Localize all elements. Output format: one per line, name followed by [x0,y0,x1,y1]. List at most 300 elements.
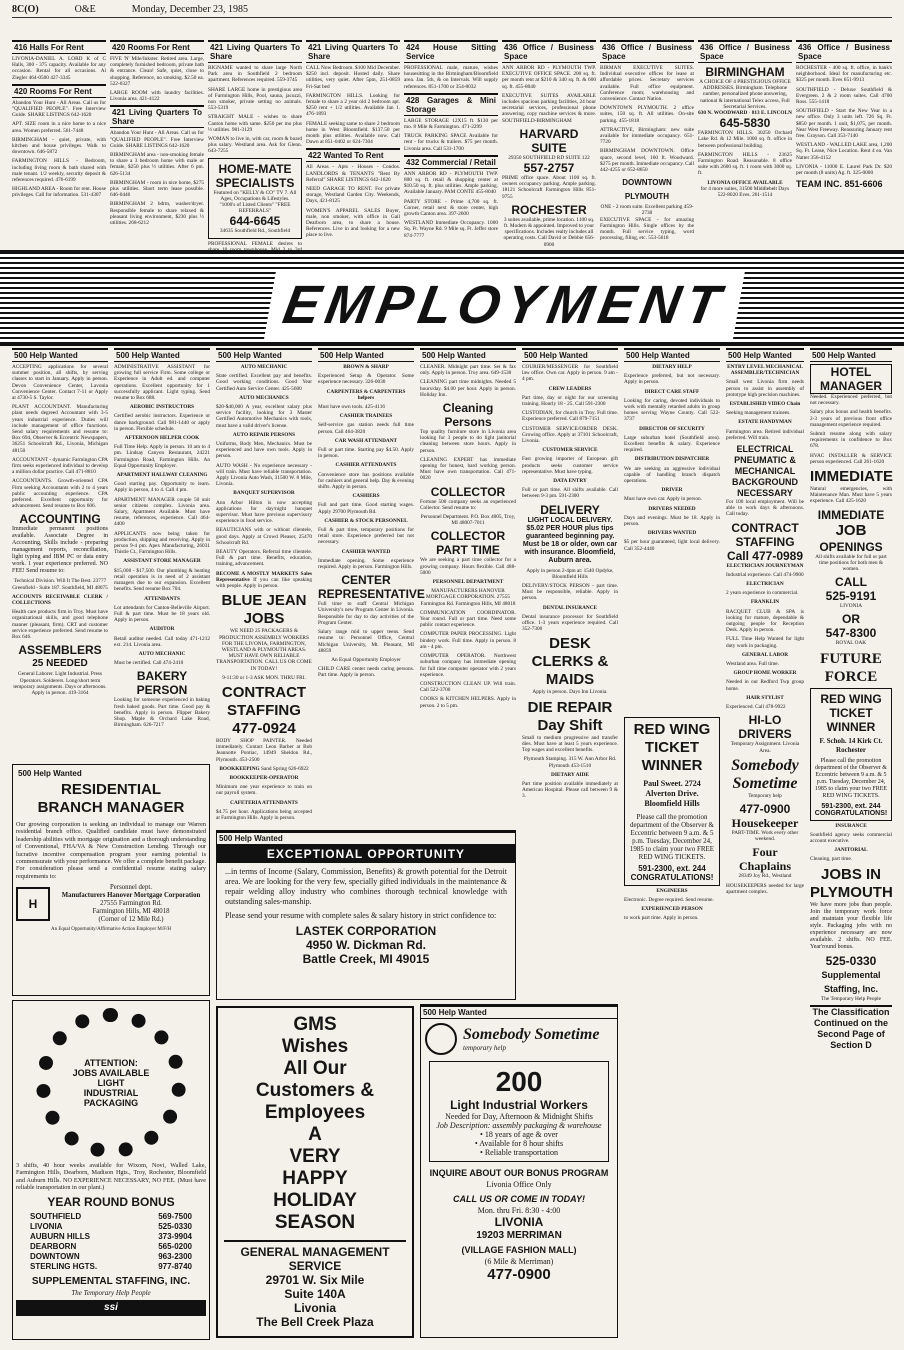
classified-ad: Experience preferred, but not necessary. Apply in person. [624,373,720,386]
ad-address: 19203 MERRIMAN [476,1230,562,1241]
ad-title: BROWN & SHARP [343,364,389,370]
ad-title: ACCOUNTING [19,512,101,527]
classified-ad: If you can like speaking with people. Apply in person. [216,576,312,590]
ad-address: Manufacturers Hanover Mortgage Corporation [61,892,201,900]
top-column-5 [404,40,498,245]
ad-body: Livonia Office Only [486,1180,552,1189]
classified-ad: Needed in our Redford Twp group home. [726,679,804,692]
classified-ad: Abandon Your Hunt - All Areas. Call us for "QUALIFIED PEOPLE". Free Interview Guide. SHARE LISTINGS 642-1620 [110,130,204,149]
ad-address: Battle Creek, MI 49015 [302,952,430,966]
classified-ad: Fast growing importer of European gift products seeks customer service representative. Must have typing. [522,456,618,475]
office-name: DOWNTOWN [30,1251,80,1261]
ad-title: TEAM INC. [796,179,842,190]
ad-address: (6 Mile & Merriman) [484,1257,554,1266]
classified-ad: ACCOUNTANTS. Growth-oriented CPA Firm seeking Accountants with 2 to 4 years public accounting experience. CPA preferred. Excellent opportunity for advancement. Send resume to Box 606. [12,478,108,510]
gms-holiday-ad [216,1006,414,1338]
classified-ad: Seeking management trainees. [726,410,791,417]
claim-phone: 591-2300, ext. 244 [638,863,706,873]
ad-title: AUDITOR [149,626,175,633]
classified-ad: WOMEN'S APPAREL SALES Buyer, male, non smoker, with office in Gail Dearborn area, to share a house. References. Live in and looking for a new place to live. [306,207,400,239]
classified-ad: DELIVERY/STOCK PERSON - part time. Must be responsible, reliable. Apply in person. [522,583,618,602]
ad-title: BOOKKEEPER-OPERATOR [229,774,299,781]
classified-ad: For 100 local employment. Will be able to work days & afternoons. Call today. [726,499,804,518]
office-phone: 565-0200 [158,1241,192,1251]
ad-title: SUPPLEMENTAL STAFFING, INC. [31,1275,191,1287]
classified-ad: Looking for someone experienced in baking fresh baked goods. Part time. Good pay & benefits. Apply in person. Flipper Bakery Shop. Maple & Orchard Lake Road, Birmingham. 626-7217 [114,697,210,729]
ad-title: LIVONIA OFFICE AVAILABLE [707,179,783,186]
classified-ad: Natural emergencies, with Maintenance Man. Must have 5 years experience. Call 425-1620 [810,486,892,505]
ad-requirement: • Available for 8 hour shifts [474,1139,564,1148]
help-column-9 [810,348,892,1338]
ad-title: ROCHESTER [511,202,587,217]
ad-body: 3 shifts, 40 hour weeks available for Wixom, Novi, Walled Lake, Farmington Hills, Dearborn, Madison Hgts., Troy, Rochester, Bloomfield and Auburn Hills. NO EXPERIENCE NECESSARY, NO FEE. (Must have reliable transportation in our plant.) [16,1162,206,1192]
ad-title: JOBS IN PLYMOUTH [810,865,893,901]
ad-address: LIVONIA [494,1215,544,1229]
gms-greeting-line: HOLIDAY [273,1190,357,1211]
ad-title: DIETARY AIDE [551,771,589,778]
manufacturers-hanover-logo-icon: H [16,887,50,921]
ad-title: DOWNTOWN PLYMOUTH [622,178,672,202]
ad-title: GROUP HOME WORKER [733,670,797,677]
classified-ad: CALL Now Bedroom. $100 Mid December. $250 incl. deposit. Hosted daily. Share utilities, very quiet. After 5pm, 251-0859 Fri-Sat bed [306,65,400,90]
classified-ad: LARGE ROOM with laundry facilities. Livonia area. 421-4122 [110,90,204,103]
classified-ad: ATTRACTIVE, Birmingham: new suite available for immediate occupancy. 651-7720 [600,126,694,146]
gms-greeting-line: Wishes [281,1036,349,1057]
classified-ad: ACCEPTING applications for several summer position, all shifts, by serving classes to start in January. Apply in person. Devon Convenience Center, Lavonia Convenience Center. Contact 7-11 or Apply at 4730-5 S. Taylor. [12,364,108,402]
office-phone: 963-2300 [158,1251,192,1261]
gms-greeting-line: Customers & [255,1080,375,1101]
classified-ad: PROFESSIONAL male, mature, wishes housesitting in the Birmingham/Bloomfield area. Jan. 5th, & on Intervals. Will supply references. 851-1700 or 354-8032 [404,65,498,90]
classified-ad: ACCOUNTANT - dynamic Farmington CPA firm seeks experienced individual to develop a million dollar practice. Call 471-8810 [12,456,108,476]
ad-text: 29350 SOUTHFIELD RD SUITE 122 [508,154,590,161]
classified-ad: BIRMINGHAM 2 bdrm, washer/dryer. Responsible female to share relaxed & pleasant living environment, $230 plus ½ utilities. 268-6212 [110,201,204,227]
top-classifieds [12,40,892,248]
classified-ad: COMPUTER PAPER PROCESSING. Light bindery work. Full time. Apply in person. 8 am - 4 pm. [420,631,516,650]
classified-ad: Electronic. Degree required. Send resume. [624,897,714,904]
classified-ad: SOUTHFIELD - Start the New Year in a new office. Only 3 units left. 726 Sq. Ft. $850 per month. 1 unit, $1,075, per month. Near West Freeway. Reassuring January rent free. Grayson. Call 353-7140 [796,108,892,140]
office-row [16,1212,206,1222]
ad-title: ELECTRICIAN JOURNEYMAN [726,562,804,569]
classified-ad: We are seeking a part time collector for a growing company. Hours flexible. Call 488-5000 [420,557,516,576]
classified-ad: DOWNTOWN PLYMOUTH. 2 office suites, 150 sq. ft. All utilities. On-site parking. 455-1818 [600,105,694,124]
ad-title: DISTRIBUTION DISPATCHER [634,456,710,463]
ad-title: COLLECTOR [430,484,506,499]
ad-title: AEROBIC INSTRUCTORS [129,404,195,411]
ad-phone: 525-0330 [825,953,877,968]
ad-title: ESTATE HANDYMAN [738,419,792,426]
section-heading: 416 Halls For Rent [12,40,106,54]
classified-ad: SOUTHFIELD - Deluxe Southfield & Evergreen. 2 & 2 room suites. Call 4700 Ross. 555-1418 [796,86,892,106]
section-heading: 436 Office / Business Space [600,40,694,63]
holiday-wreath-icon [36,1008,186,1158]
wreath-text: JOBS AVAILABLE [72,1068,150,1078]
gms-greeting-line: VERY [289,1146,341,1167]
wreath-text: INDUSTRIAL [83,1088,139,1098]
ad-phone: 645-5830 [719,116,771,131]
classified-ad: Days and evenings. Must be 18. Apply in person. [624,514,720,528]
ad-address: The Bell Creek Plaza [256,1315,374,1329]
claim-instructions: Please call the promotion department of the Observer & Eccentric between 9 a.m. & 5 p.m. Tuesday, December 24, 1985 to claim your two FREE RED WING TICKETS. [814,757,888,799]
classified-ad: An Equal Opportunity Employer [331,656,401,663]
classified-ad: NEED GARAGE TO RENT. For private storage, Westland Garden City. Weekends, Days, 421-8125 [306,186,400,205]
ad-address-block [56,884,206,924]
classified-ad: PARTY STORE - Prime 4,700 sq. ft. Corner, retail next & store center, high growth Canton area. 397-2600 [404,198,498,218]
classified-ad: $4.75 per hour. Applications being accepted at Farmington Hills. Apply in person. [216,808,312,821]
classified-ad: All shifts available for full or part time positions for both men & women. [815,553,887,573]
ad-title: Supplemental Staffing, Inc. [821,969,881,994]
ad-address: 29701 W. Six Mile [265,1273,365,1287]
ad-title: CASHIER ATTENDANTS [335,462,397,469]
somebody-sometime-logo: Somebody Sometime [731,756,799,792]
section-heading: 420 Rooms For Rent [110,40,204,54]
section-heading: 422 Wanted To Rent [306,148,400,162]
classified-ad: Part time position available immediately at American Hospital. Please call between 9 & 3. [522,780,618,800]
red-wing-ticket-winner-1 [624,717,720,886]
ad-address: Suite 140A [284,1287,346,1301]
classified-ad: Full or part time. Starting pay $4.50. Apply in person. [318,447,414,460]
ad-title: HI-LO DRIVERS [738,713,792,742]
office-row [16,1262,206,1272]
ad-title: EXPERIENCED PERSON [641,906,703,913]
wreath-text: ATTENTION: [84,1058,138,1068]
classified-ad: Must have own car. Apply in person. [624,496,702,503]
classified-ad: SHARE LARGE home in prestigious area of Farmington Hills, Pool, sauna, jacuzzi, non smoker, private setting no animals. 553-5319 [208,86,302,112]
ad-body: ...in terms of Income (Salary, Commission, Benefits) & growth potential for the Detroit area. We are looking for the very few, specially gifted individuals in the maintenance & repair welding alloy industry who combines thorough technical knowledge with outstanding sales-manship. [225,867,507,906]
classified-ad: ANN ARBOR RD - PLYMOUTH TWP. 800 sq. ft. retail & shopping center at $10.50 sq. ft. plus utilities. Ample parking. Available January. PAM CONTE 455-8040 [404,170,498,196]
classified-ad: BEAUTY Operators. Referral time clientele. Full & part time. Benefits, education, training, advancement. [216,549,312,568]
classified-ad: Temporary Assignment. Livonia Area. [730,741,800,754]
ad-body: Our growing corporation is seeking an individual to manage our Warren residential branch office. Qualified candidate must have demonstrated leadership abilities with mortgage origination and a thorough understanding of Conventional, FHA/VA & New Construction Lending. Through our lucrative incentive compensation program your earning potential is commensurate with your performance. We offer a complete benefit package. For consideration please send a confidential resume stating salary requirements to: [16,821,206,880]
classified-ad: Apply in person 2-4pm at: 1540 Opdyke, Bloomfield Hills [526,567,614,580]
classified-ad: Sand Spring 626-6922 [260,765,309,772]
office-row [16,1242,206,1252]
classified-ad: ADMINISTRATIVE ASSISTANT for growing full service Firm. Some college or Experience in Adult ed. and computer operations. Excellent opportunity for 1 successfully applicant. Light typing. Send resume to Box 688. [114,364,210,402]
classified-ad: Salary plus bonus and health benefits. 2-3 years of previous front office management experience required. [810,409,892,428]
ad-phone: 547-8300 [825,626,877,641]
top-column-9 [796,40,892,245]
ad-title: CARPENTERS & CARPENTERS helpers [326,388,406,401]
classified-ad: Must have own tools. 425-4116 [318,404,386,411]
help-column-1 [12,348,108,758]
section-heading: 500 Help Wanted [217,831,515,845]
classified-ad: Full time to staff Central Michigan University's new Program Center in Livonia. Responsible for day to day activities of the Program Center. [318,601,414,626]
classified-ad: Full & part time, temporary positions for retail store. Experience preferred but not necessary. [318,527,414,546]
classified-ad: Full or part time. All shifts available. Call between 9-3 pm. 591-2300 [522,487,618,500]
classified-ad: TRUCK PARKING SPACE Available for rent - for trucks & trailers. $75 per month. Livonia area. Call 531-1700 [404,133,498,152]
wreath-text: LIGHT [97,1078,125,1088]
downtown-plymouth-ad [600,176,694,216]
ad-title: HAIR STYLIST [746,694,784,701]
supplemental-staffing-ad [12,1000,210,1340]
congratulations: CONGRATULATIONS! [630,872,714,882]
classified-ad: 2 years experience in commercial. [726,590,799,597]
top-column-3 [208,40,302,245]
rochester-ad [502,203,596,248]
ad-phone: 477-0924 [232,719,296,737]
ad-title: DIRECT CARE STAFF [644,388,700,395]
classified-ad: FEMALE seeking same to share 2 bedroom home in West Bloomfield. $137.50 per month plus utilities. Available now. Call Dawn at 851-0402 or 624-7304 [306,120,400,146]
classified-ad: COMMUNICATION COORDINATOR. Year round. Full or part time. Need some public contact experience. [420,609,516,629]
ad-title: BECOME A MOSTLY MARKETS Sales Representative [216,570,312,583]
paper-name: O&E [74,4,96,15]
classified-ad: BIRMINGHAM DOWNTOWN. Office space, second level, 160 ft. Woodward. $275 per month. Immediate occupancy. Call 442-4255 or 652-8650 [600,148,694,174]
ad-title: CENTER REPRESENTATIVE [318,573,425,602]
team-inc-ad [796,179,892,189]
classified-ad: Lot attendants for Canton-Belleville Airport. Full & part time. Must be 18 years old. Apply in person. [114,604,210,624]
help-column-8 [726,348,804,1338]
classified-ad: FULL Time Help Wanted for light duty work in packaging. [726,636,804,649]
classified-ad: Must be certified. Call 474-2410 [114,660,184,667]
exceptional-opportunity-ad [216,830,516,1000]
ad-title: CONTRACT STAFFING [731,520,799,549]
section-heading: 436 Office / Business Space [796,40,892,63]
ad-title: CAFETERIA ATTENDANTS [230,799,298,806]
classified-ad: EXECUTIVE SUITES AVAILABLE includes spacious parking facilities, 24 hour secretarial services, professional phone answering, copy machine services & more. SOUTHFIELD-BIRMINGHAM [502,92,596,124]
ad-title: HOME-MATE SPECIALISTS [215,161,295,190]
office-list [16,1212,206,1272]
company-name: GENERAL MANAGEMENT SERVICE [224,1240,406,1273]
classified-ad: CUSTODIAN, for church in Troy. Full time. Experience preferred. Call 879-7151 [522,410,618,423]
page-number: 8C(O) [12,4,39,15]
classified-ad: Top quality furniture store in Livonia area looking for 3 people to do light janitorial cleaning between store hours. Apply in person. [420,429,516,454]
ad-title: ENGINEERS [656,887,688,894]
ad-title: DIETARY HELP [652,364,692,370]
running-header [12,4,892,18]
classified-ad: CUSTOMER SERVICE/ORDER DESK. Growing office. Apply at 37101 Schoolcraft, Livonia. [522,425,618,445]
ad-title: AUTO MECHANIC [240,364,288,370]
section-heading: 432 Commercial / Retail [404,155,498,169]
classified-ad: EXECUTIVE SPACE - for amazing Farmington Hills. Single offices by the month. Full service typing, word processing, filing, etc. 553-5618 [600,216,694,242]
classified-ad: AUTO WASH - No experience necessary - will train. Must have reliable transportation. Apply Livonia Auto Wash, 31500 W. 8 Mile, Livonia. [216,462,312,488]
ad-text: A CHOICE OF 4 PRESTIGIOUS OFFICE ADDRESSES. Birmingham. Telephone number, personalized phone answering, national & international Telex access, Full Secretarial Services. [699,79,791,110]
ad-title: PERSONNEL DEPARTMENT [432,579,504,586]
ad-address: 630 N. WOODWARD [698,110,748,117]
classified-ad: BIRMINGHAM area - non-smoking female to share a 3 bedroom home with male or female, $250 plus ½ utilities. After 6 pm. 626-5134 [110,152,204,177]
classified-ad: FARMINGTON HILLS - Bedroom, including living room & bath shared with male tenant. 1/2 weekly, security deposit & references required. 476-6199 [12,158,106,184]
gms-greeting-line: Employees [264,1102,366,1123]
classified-ad: Self-service gas station needs full time person. Call 464-3820 [318,422,414,435]
section-heading: 500 Help Wanted [726,348,804,362]
ad-title: HOTEL MANAGER [810,364,892,394]
ad-title: ATTENDANTS [144,595,180,602]
ad-title: ACCOUNTS RECEIVABLE CLERK / COLLECTIONS [12,593,108,607]
ad-title: AUTO MECHANICS [239,394,289,401]
classified-ad: Full and part time. Good starting wages. Apply 29700 Plymouth Rd. [318,502,414,515]
ad-title: CASHIER TRAINEES [339,413,393,420]
ad-title: OPENINGS [819,539,883,554]
ad-title: DESK CLERKS & MAIDS [531,635,609,689]
section-heading: 420 Rooms For Rent [12,84,106,98]
classified-ad: BIRMINGHAM - room in nice home, $275 plus utilities. Short term lease possible. 646-0446 [110,179,204,199]
classified-ad: ROYAL OAK [835,640,867,647]
classified-ad: Uniforms, Body Men, Mechanics. Must be experienced and have own tools. Apply in person. [216,441,312,460]
ad-title: APARTMENT HALLWAY CLEANING [116,472,208,479]
somebody-logo-row [421,1019,617,1059]
section-heading: 421 Living Quarters To Share [110,105,204,128]
classified-ad: $5 per hour guaranteed, light local delivery. Call 352-4440 [624,539,720,552]
ssi-logo-icon: ssi [16,1300,206,1316]
ad-requirement: • 18 years of age & over [480,1130,558,1139]
classified-ad: Full Time Help. Apply in person. 10 am to 4 pm. Lindsay Canyon Restaurant, 24221 Farmington Road, Farmington Hills. An Equal Opportunity Employer. [114,444,210,469]
ad-title: ENTRY LEVEL MECHANICAL ASSEMBLER/TECHNICIAN [727,364,803,377]
section-heading: 500 Help Wanted [522,348,618,362]
classified-ad: FARMINGTON HILLS - 23625 Farmington Road. Reasonable. 8 office suite with 2600 sq. ft. 1 room with 3000 sq. ft. [698,151,792,177]
classified-ad: Retail auditor needed. Call today 471-1212 ext. 214. Livonia area. [114,635,210,648]
company-logo-text: Somebody Sometime [463,1026,600,1043]
ad-title: COLLECTOR PART TIME [430,529,506,558]
office-name: STERLING HGTS. [30,1261,98,1271]
classified-ad: Temporary help [748,792,782,799]
classified-ad: COOKS & KITCHEN HELPERS. Apply in person. 2 to 5 pm. [420,696,516,709]
ad-phone: Call 477-0989 [726,548,804,563]
help-column-7 [624,348,720,1338]
classified-ad: All Areas - Apts - Houses - Condos. LANDLORDS & TENANTS "Rent By Referral" SHARE LISTINGS 642-1620 [306,164,400,183]
classified-ad: PRIME office space. About 1100 sq. ft. owners occupancy parking. Ample parking. 18121 Schoolcraft Farmington Hills 851-9755 [502,175,596,200]
classified-ad: LIVONIA [839,603,863,610]
classified-ad: BEAUTICIANS with or without clientele, good days. Apply at Crowd Pleaser, 25470 Schoolcraft Rd. [216,527,312,546]
home-mate-ad [208,158,302,239]
ad-phone: 525-9191 [825,589,877,604]
classified-ad: HOUSEKEEPERS needed for large apartment complex. [726,882,804,895]
classified-ad: Part time, day or night for our screening training. Hourly 18 - 25. Call 591-2300 [522,394,618,408]
section-heading: 436 Office / Business Space [698,40,792,63]
ad-address: 28349 Joy Rd., Westland [738,873,792,880]
ad-title: BAKERY PERSON [136,669,188,698]
classified-ad: LIVONIA-DANIEL A. LORD K of C Halls, 300 - 375 capacity. Available for any occasion. Rental for all occasions. Al Ziegler 464-0500 427-3345 [12,56,106,81]
office-name: LIVONIA [30,1221,63,1231]
ad-title: INSURANCE [835,822,867,829]
gms-greeting-line: All Our [283,1058,347,1079]
ad-title: CASHIER WANTED [341,548,391,555]
ad-title: BRANCH MANAGER [37,799,185,816]
classified-ad: Immediate opening. Some experience required. Apply in person. Farmington Hills. [318,557,414,571]
office-name: SOUTHFIELD [30,1211,82,1221]
ad-address: (VILLAGE FASHION MALL) [461,1245,577,1255]
classified-ad: COMPUTER OPERATOR. Northwest suburban company has immediate opening for full time computer operator with 2 years experience. [420,653,516,678]
ad-body: Needed for Day, Afternoon & Midnight Shifts [445,1112,593,1121]
classified-ad: CONSTRUCTION CLEAN UP. Will train. Call 522-3700 [420,680,516,694]
classified-ad: FARMINGTON HILLS. 30250 Orchard Lake Rd. & 12 Mile. 1000 sq. ft. office in between professional building. [698,130,792,149]
ad-address: 34635 Southfield Rd., Southfield [219,228,291,235]
ad-address: Livonia [293,1301,336,1315]
classified-ad: BIGNAME wanted to share large North Park area in Southfield 2 bedroom apartment. References required. 559-3745 [208,65,302,84]
ad-address: Farmington Hills, MI 48018 [92,908,170,916]
classified-ad: HIGHLAND AREA - Room for rent. House privileges. Call for information. 531-4307 [12,186,106,199]
ad-address: 4950 W. Dickman Rd. [305,938,427,952]
ad-hours: Mon. thru Fri. 8:30 - 4:00 [477,1206,561,1215]
ad-eeo: An Equal Opportunity/Affirmative Action Employer M/F/H [50,927,172,933]
ad-title: BLUE JEAN JOBS [221,592,307,628]
classified-ad: LARGE STORAGE 12X15 ft. $130 per mo. 8 Mile & Farmington. 471-2299 [404,117,498,131]
ad-title: FRANKLIN [750,599,780,606]
ad-title: AUTO REPAIR PERSONS [232,431,296,438]
classified-ad: Certified aerobic instructors. Experience or dance background. Call 981-1440 or apply in person. Flexible schedule. [114,413,210,432]
continued-note: The Classification Continued on the Second Page of Section D [810,1005,892,1051]
section-heading: 421 Living Quarters To Share [306,40,400,63]
office-phone: 569-7500 [158,1211,192,1221]
ad-title: ELECTRICAL PNEUMATIC & MECHANICAL BACKGROUND NECESSARY [732,444,798,499]
classified-ad: ROCHESTER - 400 sq. ft. office, in bank's neighborhood. Ideal for manufacturing etc. $325 per month. Eves 651-9913 [796,65,892,84]
ad-title: DRIVERS NEEDED [648,505,696,512]
classified-ad: Dental insurance processor for Southfield office. 1-3 years experience required. Call 352-7300 [522,613,618,633]
help-wanted-section [12,348,892,1343]
somebody-sometime-ad [420,1004,618,1338]
section-heading: 500 Help Wanted [114,348,210,362]
ad-title: CASHIERS [352,493,380,500]
ad-title: IMMEDIATE [810,468,894,486]
classified-ad: Minimum one year experience to train on our payroll system. [216,784,312,797]
help-column-3 [216,348,312,826]
ad-title: DRIVERS WANTED [647,530,697,537]
top-column-2 [110,40,204,245]
classified-ad: Ann Arbor Hilton is now accepting applications for day/night banquet supervisor. Must have previous supervisory experience in food service. [216,499,312,525]
classified-ad: CLEANING part time midnights. Needed 5 hours/day. $4.00 per hour. Apply in person. Holiday Inn. [420,379,516,398]
help-column-6 [522,348,618,1000]
classified-ad: $20-$40,000 A year, excellent salary plus service facility, looking for 3 Master Certified Automotive Mechanics with tools, must have a valid driver's license. [216,404,312,429]
classified-ad: APT. SIZE room in a nice home to a nice area. Women preferred. 561-7448 [12,121,106,134]
claim-phone: 591-2300, ext. 244 [821,802,881,810]
classified-ad: Abandon Your Hunt - All Areas. Call us for "QUALIFIED PEOPLE". Free Interview Guide. SHARE LISTINGS 642-1620 [12,99,106,119]
classified-ad: Cleaning, part time. [810,856,853,863]
ad-title: EXCEPTIONAL OPPORTUNITY [217,845,515,863]
classified-ad: Small west Livonia firm needs person to assist in assembly of prototype high precision machines. [726,379,804,398]
ad-title: CONTRACT STAFFING [221,683,307,719]
gms-greeting-line: SEASON [274,1212,356,1233]
help-column-2 [114,348,210,758]
ad-text: for 4 more suites, 31500 Middlebelt Days 522-8020 Eves. 261-1514 [700,185,790,199]
ad-title: RESIDENTIAL [60,781,161,798]
classified-ad: 9-11:30 or 1-3 ASK MON. THRU FRI. [222,674,306,681]
ad-phone: 557-2757 [523,161,575,176]
ad-phone: 644-6645 [229,214,281,229]
banner-title: EMPLOYMENT [264,270,745,340]
office-row [16,1232,206,1242]
classified-ad: State certified. Excellent pay and benefits. Good working conditions. Good Year Certified Auto Service Center. 425-5600 [216,373,312,392]
ad-body: Please send your resume with complete sales & salary history in strict confidence to: [225,911,497,920]
gms-greeting [224,1014,406,1234]
classified-ad: LIGHT LOCAL DELIVERY. $5.02 PER HOUR plus tips guaranteed beginning pay. Must be 18 or older, own car with insurance. Bloomfield, Auburn area. [522,516,618,564]
classified-ad: CHILD CARE center needs caring persons. Part time. Apply in person. [318,666,414,679]
ad-title: YEAR ROUND BONUS [47,1194,175,1209]
classified-ad: Immediate permanent positions available. Associate Degree in Accounting, Skills include - preparing management reports, reconciliation, light typing and IBM PC or data entry work. 1 year experience preferred. NO FEE! Send resume to: [12,526,108,575]
classified-ad: to work part time. Apply in person. [624,915,699,922]
classified-ad: HVAC INSTALLER & SERVICE person experienced. Call 261-1620 [810,452,892,465]
ad-title: IMMEDIATE [817,507,885,522]
classified-ad: Farmington area. Retired individual preferred. Will train. [726,428,804,441]
section-heading: 500 Help Wanted [18,769,82,778]
ad-title: CALL [835,575,867,590]
classified-ad: FARMINGTON HILLS. Looking for female to share a 2 year old 2 bedroom apt. $250 rent + 1/2 utilities. Available Jan 1. 476-1893 [306,92,400,118]
section-heading: 500 Help Wanted [421,1005,617,1019]
ad-title: DIE REPAIR Day Shift [527,698,613,734]
classified-ad: $15,000 - $17,500. Our plumbing & heating retail operation is in need of 2 assistant managers due to our expansion. Excellent benefits. Send resume Box 704. [114,567,210,593]
classified-ad: General Laborer. Light Industrial. Press Operators. Solderers. Long/short term temporary assignments. Days or afternoons. Apply in person. 419-3164 [13,671,107,696]
section-heading: 500 Help Wanted [216,348,312,362]
ad-title: DELIVERY [540,502,600,517]
ad-title: RED WING TICKET WINNER [633,720,711,774]
ad-tagline: The Temporary Help People [71,1288,151,1297]
gms-greeting-line: A [308,1124,322,1145]
ad-title: RED WING TICKET WINNER [820,691,882,734]
top-column-7 [600,40,694,245]
ad-title: HARVARD SUITE [519,126,579,155]
classified-ad: CLEANING EXPERT has immediate opening for honest, hard working person. Must have own transportation. Call 471-0020 [420,456,516,482]
classified-ad: PROFESSIONAL FEMALE desires to [208,240,302,247]
help-column-4 [318,348,425,826]
ad-title: 25 NEEDED [32,658,88,670]
ad-title: CASHIER & STOCK PERSONNEL [324,517,408,524]
employment-banner [0,250,904,346]
